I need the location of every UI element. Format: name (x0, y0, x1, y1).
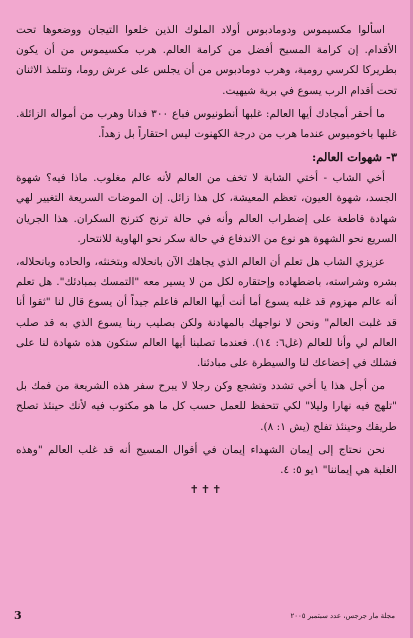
cross-ornament: ✝✝✝ (189, 483, 224, 497)
paragraph-3: أخي الشاب - أختي الشابة لا تخف من العالم لأنه عالم مغلوب. ماذا فيه؟ شهوة الجسد، شهوة العيون، تعظم المعيشة، كل هذا زائل. إن الموضات السريعة التغيير لهي شهادة قاطعة على إضطراب العالم وأنه في حالة ترنح كترنح السكران. هذا الجريان السريع نحو الشهوة هو نوع من الاندفاع في حالة سكر نحو الهاوية للانتحار. (16, 172, 397, 245)
paragraph-1: اسألوا مكسيموس ودومادبوس أولاد الملوك الذين خلعوا التيجان ووضعوها تحت الأقدام. إن كرامة المسيح أفضل من كرامة العالم. هرب مكسيموس من أن يكون بطريركا لكرسي رومية، وهرب دومادبوس من أن يجلس على عرش روما، وتتلمذ الاثنان تحت أقدام الرب يسوع في برية شيهيت. (16, 24, 397, 97)
paragraph-6: نحن نحتاج إلى إيمان الشهداء إيمان في أقوال المسيح أنه قد غلب العالم "وهذه الغلبة هي إيماننا" ١يو ٥: ٤. (16, 443, 397, 477)
magazine-caption: مجلة مار جرجس، عدد سبتمبر ٢٠٠٥ (290, 611, 395, 620)
document-body (16, 20, 397, 496)
section-heading: ٣- شهوات العالم: (311, 150, 397, 165)
page-footer (14, 609, 395, 622)
paragraph-2: ما أحقر أمجادك أيها العالم: غلبها أنطونيوس فباع ٣٠٠ فدانا وهرب من أمواله الزائلة. غلبها باخوميوس عندما هرب من درجة الكهنوت ليس احتقاراً بل زهداً. (16, 107, 397, 141)
paragraph-4: عزيزي الشاب هل تعلم أن العالم الذي يجاهك الآن بانحلاله وبتخنثه، والحاده وبانحلاله، بشره وشراسته، باضطهاده وإحتقاره لكل من لا يسير معه "التمسك بمبادئك". هل تعلم أنه عالم مهزوم قد غلبه يسوع أما أنت أيها العالم فاعلم جيداً أن يسوع قال لنا "ثقوا أنا قد غلبت العالم" ونحن لا نواجهك بالمهادنة ولكن بصليب ربنا يسوع الذي به قد صلب العالم لي وأنا للعالم (غل٦: ١٤). فعندما تصلبنا أيها العالم ستكون هذه شهادة لنا على فشلك في إخضاعك لنا والسيطرة على مبادئنا. (16, 256, 397, 370)
paragraph-5: من أجل هذا يا أخي تشدد وتشجع وكن رجلا لا يبرح سفر هذه الشريعة من فمك بل "تلهج فيه نهارا وليلا" لكي تتحفظ للعمل حسب كل ما هو مكتوب فيه لأنك حينئذ تصلح طريقك وحينئذ تفلح (يش ١: ٨). (16, 380, 397, 433)
page-number: 3 (14, 609, 22, 622)
